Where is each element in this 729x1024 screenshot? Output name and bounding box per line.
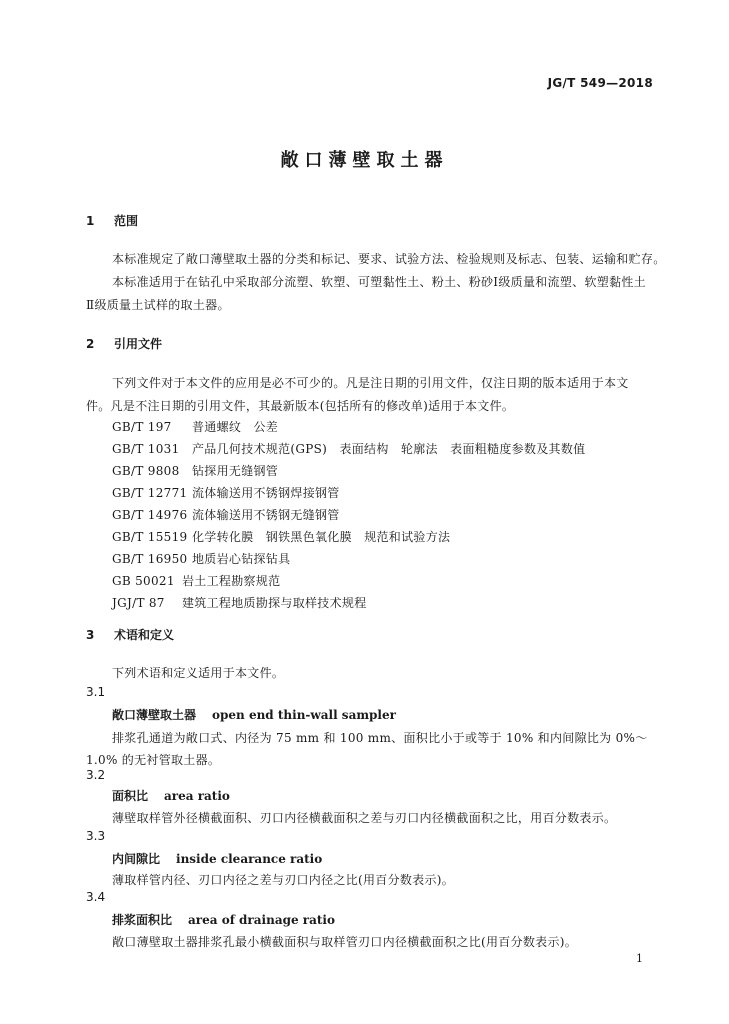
reference-title: 产品几何技术规范(GPS) 表面结构 轮廓法 表面粗糙度参数及其数值 xyxy=(192,442,586,456)
reference-item xyxy=(112,484,340,501)
term-number: 3.2 xyxy=(86,768,106,782)
reference-item xyxy=(112,462,278,479)
paragraph: Ⅱ级质量土试样的取土器。 xyxy=(86,298,230,312)
term-en: inside clearance ratio xyxy=(176,852,323,866)
reference-title: 化学转化膜 钢铁黑色氧化膜 规范和试验方法 xyxy=(192,530,451,544)
reference-code: GB/T 197 xyxy=(112,420,172,434)
term-number: 3.3 xyxy=(86,829,106,843)
section-number: 2 xyxy=(86,337,95,351)
term-en: area ratio xyxy=(164,789,230,803)
section-number: 3 xyxy=(86,628,95,642)
page-number: 1 xyxy=(636,952,643,965)
reference-title: 建筑工程地质勘探与取样技术规程 xyxy=(182,596,367,610)
term-heading xyxy=(112,787,230,804)
term-definition: 薄取样管内径、刃口内径之差与刃口内径之比(用百分数表示)。 xyxy=(112,873,455,887)
term-heading xyxy=(112,706,396,723)
term-en: open end thin-wall sampler xyxy=(212,708,396,722)
paragraph: 下列文件对于本文件的应用是必不可少的。凡是注日期的引用文件，仅注日期的版本适用于本文 xyxy=(112,376,629,390)
reference-code: GB/T 1031 xyxy=(112,442,180,456)
reference-item xyxy=(112,528,450,545)
term-en: area of drainage ratio xyxy=(188,913,335,927)
term-definition: 1.0% 的无衬管取土器。 xyxy=(86,753,221,767)
section-title: 术语和定义 xyxy=(114,628,175,642)
paragraph: 下列术语和定义适用于本文件。 xyxy=(112,666,285,680)
term-definition: 薄壁取样管外径横截面积、刃口内径横截面积之差与刃口内径横截面积之比，用百分数表示。 xyxy=(112,811,617,825)
reference-item xyxy=(112,440,585,457)
term-number: 3.1 xyxy=(86,685,106,699)
paragraph: 件。凡是不注日期的引用文件，其最新版本(包括所有的修改单)适用于本文件。 xyxy=(86,399,515,413)
reference-title: 地质岩心钻探钻具 xyxy=(192,552,291,566)
term-cn: 面积比 xyxy=(112,789,149,803)
paragraph: 本标准适用于在钻孔中采取部分流塑、软塑、可塑黏性土、粉土、粉砂Ⅰ级质量和流塑、软塑黏性土 xyxy=(112,275,646,289)
term-cn: 敞口薄壁取土器 xyxy=(112,708,197,722)
reference-code: JGJ/T 87 xyxy=(112,596,165,610)
reference-code: GB/T 16950 xyxy=(112,552,188,566)
reference-title: 普通螺纹 公差 xyxy=(192,420,279,434)
section-2-heading xyxy=(86,335,162,352)
section-number: 1 xyxy=(86,214,95,228)
section-title: 范围 xyxy=(114,214,139,228)
reference-title: 岩土工程勘察规范 xyxy=(182,574,281,588)
term-number: 3.4 xyxy=(86,890,106,904)
term-heading xyxy=(112,911,335,928)
section-3-heading xyxy=(86,626,174,643)
standard-code: JG/T 549—2018 xyxy=(547,76,653,90)
term-definition: 敞口薄壁取土器排浆孔最小横截面积与取样管刃口内径横截面积之比(用百分数表示)。 xyxy=(112,935,578,949)
reference-code: GB/T 15519 xyxy=(112,530,188,544)
reference-item xyxy=(112,418,278,435)
reference-code: GB/T 14976 xyxy=(112,508,188,522)
term-cn: 排浆面积比 xyxy=(112,913,173,927)
paragraph: 本标准规定了敞口薄壁取土器的分类和标记、要求、试验方法、检验规则及标志、包装、运输和贮存。 xyxy=(112,252,666,266)
term-heading xyxy=(112,850,322,867)
document-title: 敞口薄壁取土器 xyxy=(280,150,449,171)
reference-title: 钻探用无缝钢管 xyxy=(192,464,279,478)
reference-item xyxy=(112,572,280,589)
reference-code: GB/T 9808 xyxy=(112,464,180,478)
term-definition: 排浆孔通道为敞口式、内径为 75 mm 和 100 mm、面积比小于或等于 10% 和内间隙比为 0%～ xyxy=(112,731,648,745)
reference-item xyxy=(112,550,290,567)
term-cn: 内间隙比 xyxy=(112,852,161,866)
reference-title: 流体输送用不锈钢焊接钢管 xyxy=(192,486,340,500)
reference-item xyxy=(112,594,367,611)
reference-code: GB/T 12771 xyxy=(112,486,188,500)
reference-item xyxy=(112,506,340,523)
reference-code: GB 50021 xyxy=(112,574,175,588)
section-title: 引用文件 xyxy=(114,337,163,351)
reference-title: 流体输送用不锈钢无缝钢管 xyxy=(192,508,340,522)
section-1-heading xyxy=(86,212,138,229)
